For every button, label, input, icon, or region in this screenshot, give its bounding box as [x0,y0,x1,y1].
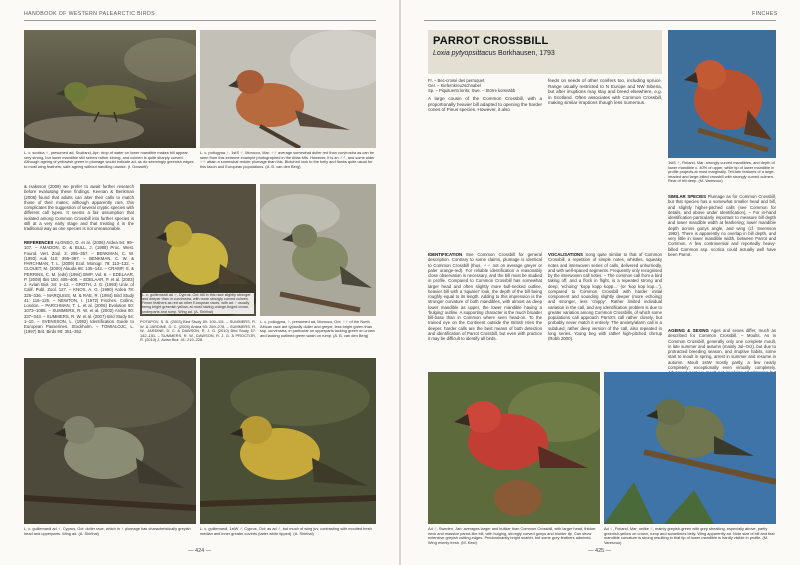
photo-ad-female-finland [604,372,776,524]
photo-1sts-male-finland [668,30,776,158]
other-language-names: Fr. – Bec-croisé des perroquet Ger. – Kiefernkreuzschnabel Sp. – Piquituerto lorito; Swe. – Större korsnäbb [428,78,516,93]
scientific-name: Loxia pytyopsittacus [433,50,497,57]
intro-col-b: feeds on seeds of other conifers too, including spruce. Range usually restricted to N Europe and NW Siberia, but after irruptions may stay and breed elsewhere, e.g. in Scotland. Often associates with Common Crossbill, making similar irruptions though less numerous. [548,78,662,106]
identification-block [428,252,542,341]
vocalisations-text: Song quite similar to that of Common Crossbill, a repetition of simple notes, whistles, squeaky notes and interwoven series of calls, delivered unhurriedly, and with well-spaced segments. Frequently only recognised by the interwoven call notes. – The common call from a bird taking off, and a flock in flight, is a repeated strong and deep, 'echoing' 'kopp kopp kopp…' (or 'kop kop kop…'), compared to Common Crossbill with harder initial component and sounding slightly deeper (more echoing) and stronger, less 'chippy'. Rather limited individual variation in the call, and any identification problem is due to greater variation among Common Crossbills, of which some populations call approach Parrot's call rather closely, but probably never match it entirely. The anxiety/alarm call is a subdued, rather deep version of the call, also repeated in long series. Young beg with rather high-pitched chirrup (Robb 2000). [548,252,662,341]
intro-col-a: A large cousin of the Common Crossbill, with a proportionally heavier bill adapted to opening the harder cones of Pinus species. However, it also [428,96,542,113]
caption-6: L. c. guillemardi, 1stW ♂, Cyprus, Oct: as ad ♂, but much of wing juv, contrasting with moulted fresh median and inner greater coverts (latter white tipped). (A. Shirihai) [200,526,372,536]
references-label: REFERENCES [24,240,54,245]
caption-2: L. c. poliogyna ♀, 1stS ♂, Morocco, Mar: ♂♂ average somewhat duller red than curvirostra as can be seen from this extreme example photographed in the Atlas Mts. However, it is an ♂♂, and some older ♂♂ attain a somewhat redder plumage than this. Blotched look to the belly and flanks quite usual for this taxon and European populations. (A. B. van den Berg) [200,150,375,169]
caption-5: L. c. guillemardi ad ♀, Cyprus, Oct: duller race, which in ♀ plumage has characteristically greyish head and upperparts. Wing ad. (A. Shirihai) [24,526,191,536]
scientific-name-line [433,50,555,57]
left-running-head: HANDBOOK OF WESTERN PALEARCTIC BIRDS [24,11,156,17]
right-caption-2: Ad ♂, Sweden, Jan: averages larger and bulkier than Common Crossbill, with larger head, thicker neck and massive parrot-like bill, with bulging, strongly curved gonys and blunter tip. Can show extensive greyish cutting edges. Predominantly bright scarlet, but some grey feathers admixed. Wing evenly fresh. (M. Kest) [428,526,596,545]
photo-poliogyna-1sts-male [200,30,376,148]
vocalisations-label: VOCALISATIONS [548,252,584,257]
vocalisations-block [548,252,662,341]
right-caption-3: Ad ♀, Finland, Mar: unlike ♂, mainly greyish-green with grey streaking, especially above, partly greenish-yellow on crown, rump and sometimes belly. Wing apparently ad. Note size of bill and that mandible curvature is strong resulting in that tip of lower mandible is hardly visible in profile. (M. Varesvuo) [604,526,775,545]
left-head-rule [24,20,376,21]
ageing-sexing-label: AGEING & SEXING [668,328,709,333]
references-continued: POTAPOV, S. B. (2003) Bird Study 50: 100–111. – SUMMERS, R. W. & JARDINE, D. C. (2005) Ardea 93: 269–278. – SUMMERS, R. W., JARDINE, D. C. & DAWSON, R. J. G. (2010) Bird Study 57: 142–151. – SUMMERS, R. W., DAWSON, R. J. G. & PROCTOR, R. (2010) J. Avian Biol. 41: 219–228. [140,319,256,343]
caption-3-overlay: L. c. guillemardi ad ♂, Cyprus, Oct: bill in this race slightly stronger and deeper than in curvirostra, with more strongly curved culmen. Fewer feathers as red as other European races, with ad ♂ usually being bright greenish yellow, at most having orange-tinged crown, underparts and rump. Wing ad. (A. Shirihai) [142,293,254,314]
right-head-rule [424,20,776,21]
ageing-sexing-text: Ages and sexes differ, much as described for Common Crossbill. – Moults. As in Common Crossbill, generally only one complete moult, in late summer and autumn (mainly Jul–Oct), but due to protracted breeding season, and irruptive habits, some start to moult in spring, arrest in summer and resume in autumn. Moult 1stW mostly partly, a few nearly completely; exceptionally even virtually completely. [668,328,776,370]
photo-poliogyna-female [260,184,376,316]
species-title: PARROT CROSSBILL [433,35,549,47]
references-text: ALONSO, D. et al. (2006) Ardea 94: 99–107. – AMADON, D. & BULL, J. (1988) Proc. West. Found. Vert. Zool. 3: 295–357. – BENKMAN, C. W. (1993) Auk 110: 395–397. – BENKMAN, C. W. & PARCHMAN, T. L. (2009) Ecol. Monogr. 79: 113–132. – CLOUET, M. (2000) Alauda 68: 135–142. – CRAMP, S. & PERRINS, C. M. (eds) (1994) BWP, Vol. 8. – EDELAAR, P. (2008) Ibis 150: 405–408. – EDELAAR, P. et al. (2003) J. Avian Biol. 34: 1–12. – GROTH, J. G. (1993) Univ. of Calif. Publ. Zool. 127. – KNOX, A. G. (1990) Ardea 78: 325–336. – MARQUISS, M. & RAE, R. (1994) Bird Study 41: 116–125. – NEWTON, I. (1972) Finches. Collins, London. – PARCHMAN, T. L. et al. (2006) Evolution 60: 1073–1085. – SUMMERS, R. W. et al. (2002) Ardea 90: 337–343. – SUMMERS, R. W. et al. (2007) Bird Study 54: 1–10. – SVENSSON, L. (1992) Identification Guide to European Passerines. Stockholm. – TOMIALOJC, L. (1997) Brit. Birds 90: 351–352. [24,240,135,335]
left-folio: — 424 — [188,548,212,554]
right-folio: — 425 — [588,548,612,554]
similar-species-label: SIMILAR SPECIES [668,194,706,199]
identification-text: See Common Crossbill for general description. Contrary to some claims, plumage is identical to Common Crossbill (thus, ♂♂ not on average greyer or paler orange-red). For reliable identification a reasonably close observation is necessary, and the bill must be studied in profile. Compared to Common Crossbill has somewhat larger head and often slightly more bull-necked outline, heavier bill with a 'squarer' look, the depth of the bill being roughly equal to its length. Adding to this impression is the stronger curvature of both mandibles, with almost as deep lower mandible as upper, the lower mandible having a 'bulging' outline. A supporting character is the much broader bill-base than in Common where seen head-on. To the trained eye on the Continent outside the British Isles the deeper, harder calls are the best means of both detection and identification of Parrot Crossbill, but even with practice it may be difficult to identify all birds. [428,252,542,341]
right-caption-1: 1stS ♂, Finland, Mar: strongly curved mandibles, and depth of lower mandible c. 40% of upper, while tip of lower mandible in profile projects at most marginally. Tell-tale features of a large-headed and large-billed crossbill with strongly curved culmen. Rear of bill deep. (M. Varesvuo) [668,160,775,184]
photo-guillemardi-ad-female [24,358,196,524]
left-text-top: & Isaksson (2009) we prefer to await further research before evaluating these findings. Keenan & Benkman (2008) found that adults can alter their calls to match those of their mates; although apparently rare, this complicates the suggestion of several cryptic species with different call types. It seems a fair assumption that isolated among Common Crossbill into further species is still at a very early stage and that treating it in the traditional way as one species is not unreasonable. [24,184,134,231]
photo-ad-male-sweden [428,372,600,524]
photo-scotica-female [24,30,196,148]
right-running-head: FINCHES [752,11,778,17]
references-block [24,240,134,335]
caption-4: L. c. poliogyna, ♀, presumed ad, Morocco, Oct: ♀♀ of the North African race are typically duller and greyer, less bright green than ssp. curvirostra, in particular on upperparts lacking green on crown and lacking outlined green wash on rump. (A. B. van den Berg) [260,319,375,338]
photo-guillemardi-ad-male [140,184,256,316]
authority: Borkhausen, 1793 [498,50,555,57]
identification-label: IDENTIFICATION [428,252,463,257]
similar-species-block [668,194,776,257]
caption-1: L. c. scotica ♀, presumed ad, Scotland, Apr: drop of water on lower mandible makes bill appear very strong, but lower mandible still seems rather strong, and culmen is quite sharply curved. Although ageing of yellowish green in plumage would indicate ad, as do seemingly greenish edges to most wing feathers, safe ageing without handling unwise. (I. Dowsett) [24,150,194,169]
similar-species-text: Plumage as for Common Crossbill, but that species has a somewhat smaller head and bill, and slightly higher-pitched calls (see Common for details, and above under Identification). – For in-hand identification particularly important to measure bill depth and lower mandible width at feathering; lower mandible depth across gonys angle, and wing (cf. Svensson 1992). There is apparently no overlap in bill depth, and very little in lower mandible width, between Parrot and Common. A few controversial and reportedly heavy-billed Common ssp. scotica could actually well have been Parrot. [668,194,776,257]
photo-guillemardi-1stw-male [200,358,376,524]
